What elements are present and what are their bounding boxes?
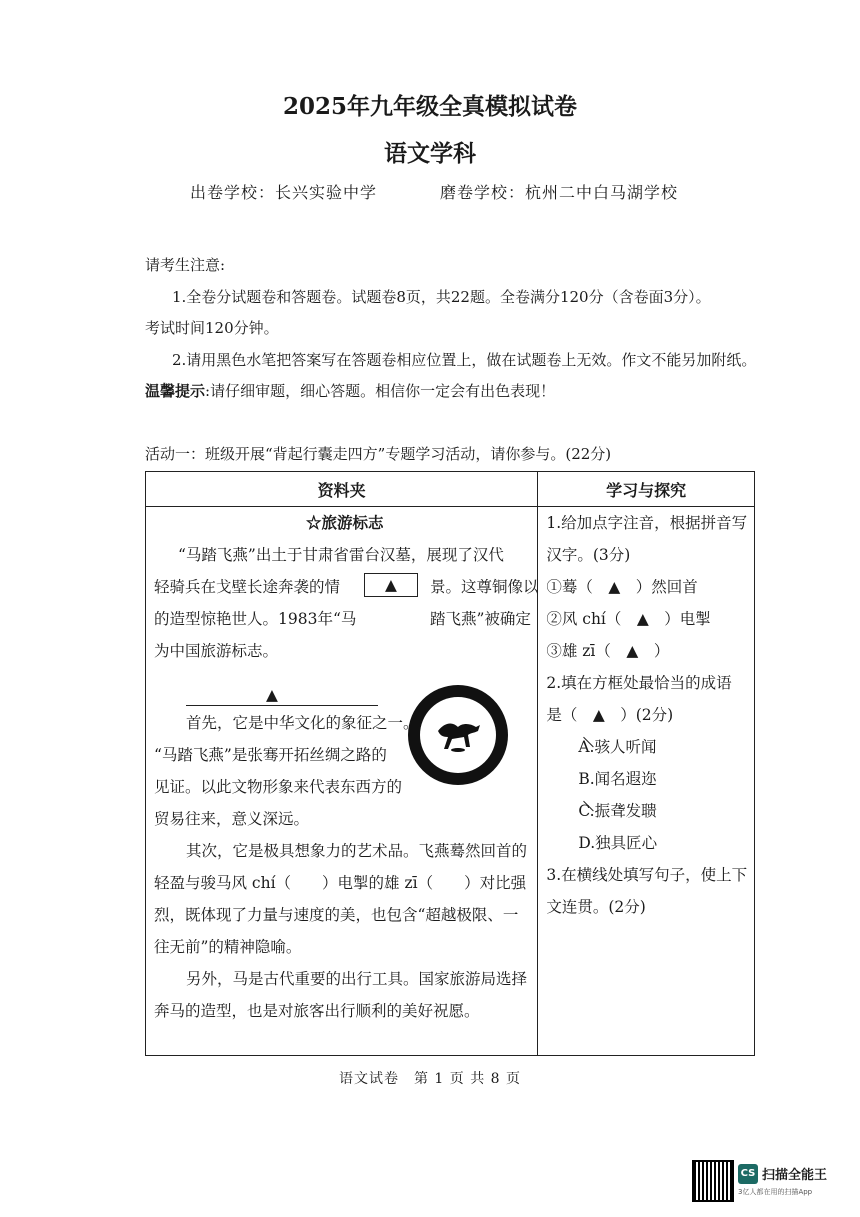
option-c (578, 795, 656, 827)
notice-item-1: 1.全卷分试题卷和答题卷。试题卷8页，共22题。全卷满分120分（含卷面3分）。 (172, 288, 711, 306)
idiom-box (364, 573, 418, 597)
notice-title: 请考生注意: (145, 256, 226, 274)
question-2-prompt-cont: 是（ ▲ ）(2分) (546, 706, 674, 724)
option-d: D.独具匠心 (578, 834, 658, 852)
school-info (190, 180, 679, 203)
para-1c: 见证。以此文物形象来代表东西方的 (154, 778, 403, 796)
fill-in-line (186, 705, 378, 706)
material-line-4: 的造型惊艳世人。1983年“马 (154, 610, 357, 628)
horse-icon (434, 717, 482, 753)
reviewer-school: 磨卷学校：杭州二中白马湖学校 (440, 183, 679, 202)
notice-item-1-cont: 考试时间120分钟。 (145, 319, 279, 337)
para-2c: 烈，既体现了力量与速度的美，也包含“超越极限、一 (154, 906, 519, 924)
materials-cell (146, 507, 538, 1056)
para-1b: “马踏飞燕”是张骞开拓丝绸之路的 (154, 746, 387, 764)
para-1: 首先，它是中华文化的象征之一。 (186, 714, 419, 732)
activity-heading: 活动一：班级开展“背起行囊走四方”专题学习活动，请你参与。(22分) (145, 445, 612, 463)
question-2-prompt: 2.填在方框处最恰当的成语 (546, 674, 732, 692)
exam-subject: 语文学科 (384, 140, 476, 167)
issuer-school: 出卷学校：长兴实验中学 (190, 183, 378, 202)
col-header-materials: 资料夹 (146, 472, 538, 507)
exam-title: 2025年九年级全真模拟试卷 (282, 93, 577, 120)
scanner-app-name: 扫描全能王 (762, 1168, 828, 1183)
para-2b: 轻盈与骏马风 chí（ ）电掣的雄 zī（ ）对比强 (154, 874, 527, 892)
line-marker: ▲ (266, 686, 278, 704)
question-1-item-3: ③雄 zī（ ▲ ） (546, 642, 670, 660)
question-3-prompt: 3.在横线处填写句子，使上下 (546, 866, 748, 884)
page-footer: 语文试卷 第 1 页 共 8 页 (338, 1071, 522, 1087)
para-2a: 其次，它是极具想象力的艺术品。飞燕蓦然回首的 (186, 842, 528, 860)
option-b: B.闻名遐迩 (578, 770, 657, 788)
question-1-item-2: ②风 chí（ ▲ ）电掣 (546, 610, 711, 628)
question-3-prompt-cont: 文连贯。(2分) (546, 898, 646, 916)
question-1-item-1: ①蓦（ ▲ ）然回首 (546, 578, 698, 596)
activity-table (145, 471, 755, 1056)
scanner-tagline: 3亿人都在用的扫描App (738, 1188, 813, 1196)
material-line-3: 景。这尊铜像以 (430, 578, 539, 596)
questions-cell (538, 507, 755, 1056)
para-3a: 另外，马是古代重要的出行工具。国家旅游局选择 (186, 970, 528, 988)
para-1d: 贸易往来，意义深远。 (154, 810, 310, 828)
notice-item-2: 2.请用黑色水笔把答案写在答题卷相应位置上，做在试题卷上无效。作文不能另加附纸。 (172, 351, 757, 369)
material-line-5: 踏飞燕”被确定 (430, 610, 531, 628)
tourism-logo-stamp (408, 685, 508, 785)
material-line-2: 轻骑兵在戈壁长途奔袭的情 (154, 578, 341, 596)
question-1-prompt: 1.给加点字注音，根据拼音写 (546, 514, 748, 532)
material-line-6: 为中国旅游标志。 (154, 642, 279, 660)
para-3b: 奔马的造型，也是对旅客出行顺利的美好祝愿。 (154, 1002, 480, 1020)
warm-tip-text: :请仔细审题，细心答题。相信你一定会有出色表现！ (205, 382, 556, 400)
question-1-prompt-cont: 汉字。(3分) (546, 546, 631, 564)
qr-code-icon (692, 1160, 734, 1202)
warm-tip-label: 温馨提示 (145, 382, 206, 400)
col-header-questions: 学习与探究 (538, 472, 755, 507)
material-line-1: “马踏飞燕”出土于甘肃省雷台汉墓，展现了汉代 (178, 546, 504, 564)
section-title: ☆旅游标志 (306, 513, 384, 532)
para-2d: 往无前”的精神隐喻。 (154, 938, 302, 956)
warm-tip (145, 380, 555, 402)
option-a (578, 731, 656, 763)
option-a-text: A.骇人听闻 (578, 738, 657, 756)
option-c-text: C.振聋发聩 (578, 802, 657, 820)
idiom-box-marker: ▲ (364, 573, 418, 597)
camscanner-logo-icon: CS (738, 1164, 758, 1184)
